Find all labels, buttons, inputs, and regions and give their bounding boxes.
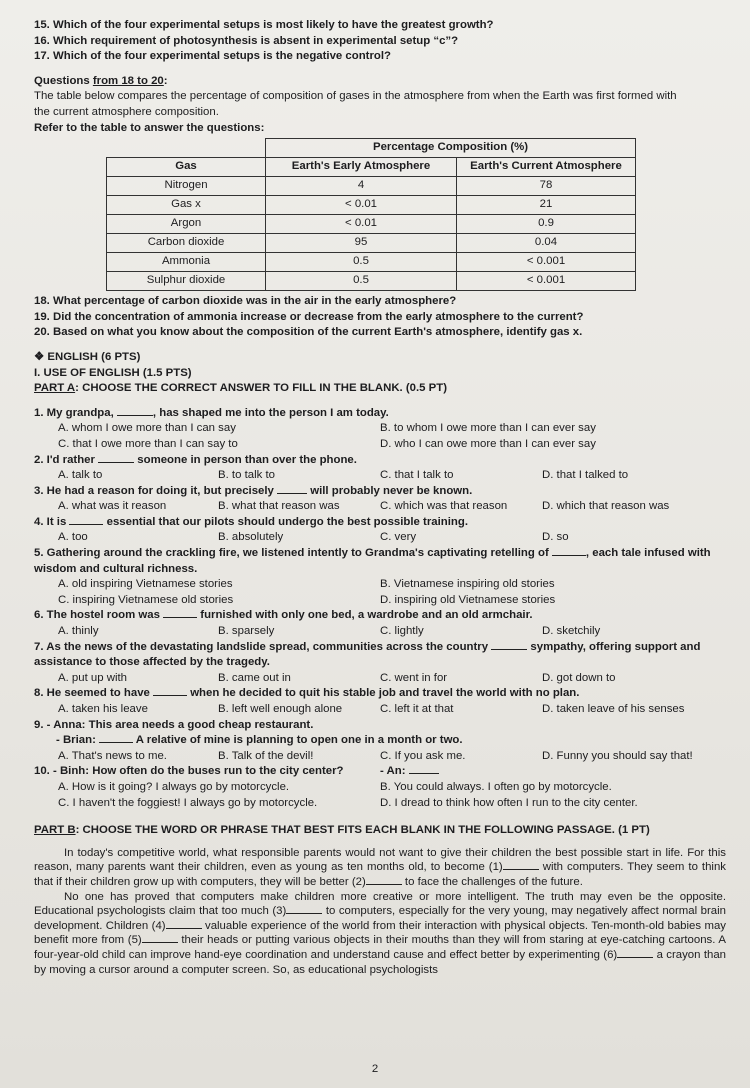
part-a-heading: PART A: CHOOSE THE CORRECT ANSWER TO FILL IN THE BLANK. (0.5 PT) [34, 382, 448, 395]
option-d[interactable]: D. that I talked to [542, 469, 629, 482]
section-heading: Questions from 18 to 20: [34, 74, 168, 87]
table-row [107, 177, 636, 196]
questions-18-20-section [34, 74, 726, 341]
question-19: 19. Did the concentration of ammonia increase or decrease from the early atmosphere to the current? [34, 310, 584, 323]
option-c[interactable]: C. lightly [380, 625, 424, 638]
option-b[interactable]: B. came out in [218, 671, 291, 684]
part-b-heading: PART B: CHOOSE THE WORD OR PHRASE THAT BEST FITS EACH BLANK IN THE FOLLOWING PASSAGE. (1 PT) [34, 824, 650, 837]
option-c[interactable]: C. very [380, 531, 417, 544]
option-row [34, 437, 726, 453]
option-d[interactable]: D. which that reason was [542, 500, 670, 513]
table-row [107, 234, 636, 253]
option-row [34, 468, 726, 484]
option-b[interactable]: B. You could always. I often go by motorcycle. [380, 780, 612, 793]
option-b[interactable]: B. to whom I owe more than I can ever say [380, 422, 596, 435]
option-b[interactable]: B. left well enough alone [218, 703, 343, 715]
option-a[interactable]: A. That's news to me. [58, 749, 167, 762]
mc-question-4: 4. It is essential that our pilots should undergo the best possible training. [34, 515, 468, 528]
option-row [34, 421, 726, 437]
option-row [34, 796, 726, 812]
option-a[interactable]: A. what was it reason [58, 500, 167, 513]
table-row [107, 158, 636, 177]
intro-line-2: the current atmosphere composition. [34, 105, 219, 118]
mc-question-1: 1. My grandpa, , has shaped me into the person I am today. [34, 406, 389, 419]
page-number: 2 [371, 1063, 379, 1076]
option-d[interactable]: D. I dread to think how often I run to the city center. [380, 796, 638, 809]
table-cell: Ammonia [107, 253, 266, 272]
table-cell: 0.04 [457, 234, 636, 253]
option-b[interactable]: B. sparsely [218, 625, 275, 638]
table-cell: 0.5 [266, 272, 457, 291]
option-a[interactable]: A. thinly [58, 625, 99, 638]
top-questions [34, 18, 726, 65]
column-header: Earth's Early Atmosphere [266, 158, 457, 177]
option-d[interactable]: D. Funny you should say that! [542, 749, 693, 762]
option-row [34, 593, 726, 609]
option-b[interactable]: B. absolutely [218, 531, 284, 544]
mc-question-10-an: - An: [380, 764, 439, 780]
table-cell: < 0.01 [266, 196, 457, 215]
option-row [34, 530, 726, 546]
table-cell: 78 [457, 177, 636, 196]
option-d[interactable]: D. inspiring old Vietnamese stories [380, 593, 556, 606]
intro-line-1: The table below compares the percentage of composition of gases in the atmosphere from when the Earth was first formed with [34, 90, 677, 103]
multiple-choice-questions [34, 406, 726, 811]
refer-instruction: Refer to the table to answer the questions: [34, 121, 265, 134]
option-c[interactable]: C. inspiring Vietnamese old stories [58, 593, 234, 606]
table-row [107, 196, 636, 215]
option-c[interactable]: C. left it at that [380, 703, 454, 715]
mc-question-9: 9. - Anna: This area needs a good cheap restaurant. [34, 718, 314, 731]
table-row [107, 139, 636, 158]
table-cell: Carbon dioxide [107, 234, 266, 253]
option-a[interactable]: A. talk to [58, 469, 103, 482]
part-b-section [34, 823, 726, 977]
passage-paragraph: In today's competitive world, what responsible parents would not want to give their children the best possible start in life. For this reason, many parents want their children, even as young as ten months old, to become (1) with computers. They seem to think that if their children grow up with computers, they will be better (2) to face the challenges of the future. [34, 846, 726, 888]
option-row [34, 749, 726, 765]
question-16: 16. Which requirement of photosynthesis is absent in experimental setup “c”? [34, 34, 459, 47]
option-row [34, 780, 726, 796]
gas-composition-table [106, 138, 636, 291]
group-header: Percentage Composition (%) [266, 139, 636, 158]
option-b[interactable]: B. to talk to [218, 469, 275, 482]
column-header: Earth's Current Atmosphere [457, 158, 636, 177]
mc-question-10-binh: 10. - Binh: How often do the buses run to the city center? [34, 765, 344, 778]
option-row [34, 702, 726, 718]
option-row [34, 577, 726, 593]
option-c[interactable]: C. which was that reason [380, 500, 508, 513]
table-cell: < 0.001 [457, 253, 636, 272]
option-row [34, 499, 726, 515]
mc-question-2: 2. I'd rather someone in person than over the phone. [34, 453, 357, 466]
option-d[interactable]: D. sketchily [542, 625, 601, 638]
mc-question-7-continued: assistance to those affected by the tragedy. [34, 656, 270, 669]
mc-question-10 [34, 764, 726, 780]
option-row [34, 671, 726, 687]
table-cell: 0.5 [266, 253, 457, 272]
mc-question-8: 8. He seemed to have when he decided to quit his stable job and travel the world with no plan. [34, 687, 580, 700]
table-cell: 95 [266, 234, 457, 253]
reading-passage [34, 846, 726, 977]
option-b[interactable]: B. what that reason was [218, 500, 340, 513]
option-b[interactable]: B. Vietnamese inspiring old stories [380, 578, 555, 591]
option-a[interactable]: A. too [58, 531, 88, 544]
table-cell: < 0.001 [457, 272, 636, 291]
option-c[interactable]: C. If you ask me. [380, 749, 466, 762]
question-20: 20. Based on what you know about the composition of the current Earth's atmosphere, identify gas x. [34, 326, 583, 339]
english-section [34, 350, 726, 397]
passage-paragraph: No one has proved that computers make children more creative or more intelligent. The truth may even be the opposite. Educational psychologists claim that too much (3) to computers, especially for the very young, may negatively affect normal brain development. Children (4) valuable experience of the world from their interaction with physical objects. Ten-month-old babies may benefit more from (5) their heads or putting various objects in their mouths than they will from staring at eye-catching cartoons. A four-year-old child can improve hand-eye coordination and understand cause and effect better by experimenting (6) a crayon than by moving a cursor around a computer screen. So, as educational psychologists [34, 890, 727, 976]
option-a[interactable]: A. put up with [58, 671, 128, 684]
option-d[interactable]: D. got down to [542, 671, 616, 684]
option-d[interactable]: D. taken leave of his senses [542, 703, 685, 715]
option-c[interactable]: C. went in for [380, 671, 448, 684]
option-b[interactable]: B. Talk of the devil! [218, 749, 314, 762]
english-title: ❖ ENGLISH (6 PTS) [34, 350, 141, 363]
use-of-english-heading: I. USE OF ENGLISH (1.5 PTS) [34, 366, 192, 379]
option-a[interactable]: A. old inspiring Vietnamese stories [58, 578, 233, 591]
option-d[interactable]: D. so [542, 531, 569, 544]
table-cell: 4 [266, 177, 457, 196]
table-cell: 21 [457, 196, 636, 215]
table-cell: Gas x [107, 196, 266, 215]
table-cell: 0.9 [457, 215, 636, 234]
option-c[interactable]: C. that I owe more than I can say to [58, 437, 238, 450]
table-cell: < 0.01 [266, 215, 457, 234]
table-row [107, 253, 636, 272]
option-d[interactable]: D. who I can owe more than I can ever say [380, 437, 596, 450]
question-15: 15. Which of the four experimental setups is most likely to have the greatest growth? [34, 19, 494, 31]
option-c[interactable]: C. that I talk to [380, 469, 454, 482]
column-header: Gas [107, 158, 266, 177]
table-cell: Nitrogen [107, 177, 266, 196]
option-a[interactable]: A. How is it going? I always go by motorcycle. [58, 780, 290, 793]
mc-question-7: 7. As the news of the devastating landslide spread, communities across the country sympathy, offering support and [34, 640, 701, 653]
option-a[interactable]: A. whom I owe more than I can say [58, 422, 236, 435]
mc-question-5-continued: wisdom and cultural richness. [34, 562, 198, 575]
table-cell: Argon [107, 215, 266, 234]
mc-question-6: 6. The hostel room was furnished with only one bed, a wardrobe and an old armchair. [34, 609, 533, 622]
table-row [107, 215, 636, 234]
table-row [107, 272, 636, 291]
question-17: 17. Which of the four experimental setups is the negative control? [34, 50, 391, 63]
question-18: 18. What percentage of carbon dioxide was in the air in the early atmosphere? [34, 295, 457, 308]
mc-question-3: 3. He had a reason for doing it, but precisely will probably never be known. [34, 484, 473, 497]
option-a[interactable]: A. taken his leave [58, 703, 148, 715]
mc-question-9-brian: - Brian: A relative of mine is planning to open one in a month or two. [56, 734, 463, 747]
option-row [34, 624, 726, 640]
option-c[interactable]: C. I haven't the foggiest! I always go by motorcycle. [58, 796, 318, 809]
mc-question-5: 5. Gathering around the crackling fire, we listened intently to Grandma's captivating retelling of , each tale infused with [34, 547, 711, 560]
table-cell: Sulphur dioxide [107, 272, 266, 291]
